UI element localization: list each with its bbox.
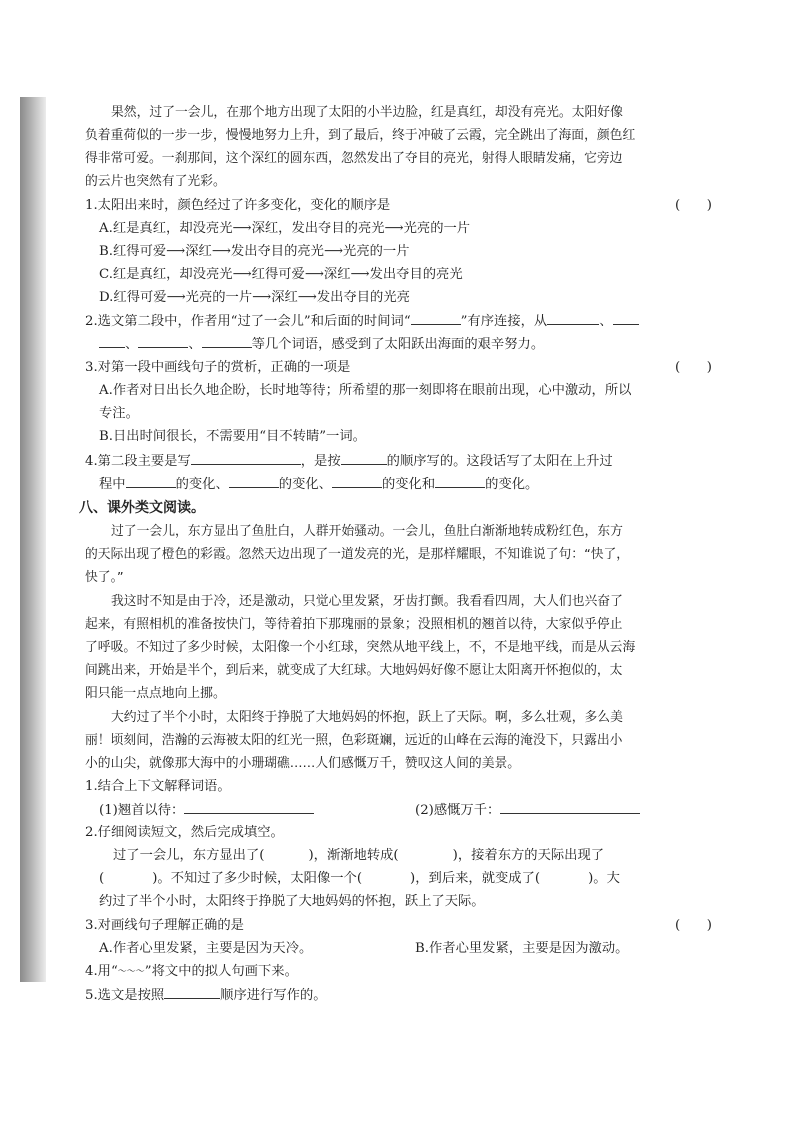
s8-q2-text-1c: )，接着东方的天际出现了 (452, 848, 605, 863)
passage2-line-9: 大约过了半个小时，太阳终于挣脱了大地妈妈的怀抱，跃上了天际。啊，多么壮观，多么美 (111, 710, 623, 725)
s8-q2-text-1b: )，渐渐地转成( (308, 848, 399, 863)
s8-q1-blank-1[interactable] (184, 799, 314, 814)
passage2-line-7: 间跳出来，开始是半个，到后来，就变成了大红球。大地妈妈好像不愿让太阳离开怀抱似的，太 (85, 663, 623, 678)
q4-blank-1[interactable] (191, 450, 301, 465)
passage2-line-6: 了呼吸。不知过了多少时候，太阳像一个小红球，突然从地平线上，不，不是地平线，而是从云海 (85, 640, 636, 655)
s8-q5-blank[interactable] (164, 984, 220, 999)
s8-q5 (85, 984, 720, 1006)
passage1-line-4: 的云片也突然有了光彩。 (85, 174, 226, 189)
q2-text-e: 、 (188, 337, 202, 352)
q4-text-h: 的变化。 (485, 477, 539, 492)
q2-blank-1[interactable] (411, 310, 461, 325)
passage2-line-10: 丽！顷刻间，浩瀚的云海被太阳的红光一照，色彩斑斓，远近的山峰在云海的淹没下，只露出小 (85, 733, 623, 748)
q4-blank-5[interactable] (332, 473, 382, 488)
s8-q3-options (99, 938, 734, 960)
q1-stem-text: 1.太阳出来时，颜色经过了许多变化，变化的顺序是 (85, 198, 391, 213)
q2-line-2 (99, 333, 734, 355)
q4-text-a: 4.第二段主要是写 (85, 454, 191, 469)
q3-stem-text: 3.对第一段中画线句子的赏析，正确的一项是 (85, 360, 351, 375)
s8-q5-text-a: 5.选文是按照 (85, 988, 165, 1003)
q2-text-f: 等几个词语，感受到了太阳跃出海面的艰辛努力。 (251, 337, 545, 352)
s8-q3-stem-text: 3.对画线句子理解正确的是 (85, 918, 244, 933)
q4-blank-2[interactable] (341, 450, 387, 465)
q2-blank-5[interactable] (138, 333, 188, 348)
q4-text-g: 的变化和 (381, 477, 436, 492)
q1-stem (85, 195, 720, 217)
s8-q4-text-a: 4.用“ (85, 964, 118, 979)
q3-option-a-line-2: 专注。 (99, 406, 139, 421)
s8-q1-blank-2[interactable] (500, 799, 640, 814)
q2-blank-6[interactable] (202, 333, 252, 348)
q2-blank-3[interactable] (613, 310, 639, 325)
q3-option-b[interactable]: B.日出时间很长，不需要用“目不转睛”一词。 (99, 429, 366, 444)
q2-line-1 (85, 310, 720, 332)
q4-text-c: 的顺序写的。这段话写了太阳在上升过 (386, 454, 613, 469)
passage2-line-3: 快了。” (85, 570, 124, 585)
q1-option-a[interactable]: A.红是真红，却没亮光⟶深红，发出夺目的亮光⟶光亮的一片 (99, 221, 471, 236)
section-8-title: 八、课外类文阅读。 (79, 500, 205, 516)
q4-text-e: 的变化、 (175, 477, 229, 492)
s8-q2-line-2 (99, 868, 734, 890)
s8-q2-text-2b: )。不知过了多少时候，太阳像一个( (152, 871, 363, 886)
q4-text-f: 的变化、 (278, 477, 332, 492)
passage2-line-11: 小的山尖，就像那大海中的小珊瑚礁……人们感慨万千，赞叹这人间的美景。 (85, 756, 521, 771)
s8-q2-text-2a: ( (99, 871, 105, 886)
passage1-line-3: 得非常可爱。一刹那间，这个深红的圆东西，忽然发出了夺目的亮光，射得人眼睛发痛，它旁边 (85, 151, 623, 166)
s8-q2-text-2c: )，到后来，就变成了( (410, 871, 541, 886)
q3-answer-paren[interactable]: ( ) (675, 360, 712, 375)
s8-q1-item-2-wrap (415, 799, 640, 822)
q2-blank-4[interactable] (99, 333, 125, 348)
s8-q3-option-b[interactable]: B.作者心里发紧，主要是因为激动。 (415, 941, 629, 956)
q4-blank-6[interactable] (435, 473, 485, 488)
q3-stem (85, 357, 720, 379)
q2-blank-2[interactable] (547, 310, 599, 325)
s8-q3-answer-paren[interactable]: ( ) (675, 918, 712, 933)
s8-q2-line-1 (113, 845, 720, 867)
passage2-line-4: 我这时不知是由于冷，还是激动，只觉心里发紧，牙齿打颤。我看看四周，大人们也兴奋了 (111, 594, 623, 609)
q4-blank-4[interactable] (229, 473, 279, 488)
passage2-line-8: 阳只能一点点地向上挪。 (85, 686, 226, 701)
q1-answer-paren[interactable]: ( ) (675, 198, 712, 213)
passage2-line-1: 过了一会儿，东方显出了鱼肚白，人群开始骚动。一会儿，鱼肚白渐渐地转成粉红色，东方 (111, 524, 623, 539)
wavy-line-mark: ～～～ (117, 967, 145, 977)
s8-q1-item-2: (2)感慨万千： (415, 803, 501, 818)
q1-option-c[interactable]: C.红是真红，却没亮光⟶红得可爱⟶深红⟶发出夺目的亮光 (99, 267, 463, 282)
q3-option-a-line-1[interactable]: A.作者对日出长久地企盼，长时地等待；所希望的那一刻即将在眼前出现，心中激动，所以 (99, 383, 632, 398)
s8-q3-option-a[interactable]: A.作者心里发紧，主要是因为天冷。 (99, 941, 313, 956)
s8-q2-text-1a: 过了一会儿，东方显出了( (113, 848, 265, 863)
s8-q1-items (99, 799, 734, 821)
page-edge-shadow (20, 97, 46, 982)
s8-q3-stem (85, 915, 720, 937)
s8-q2-stem: 2.仔细阅读短文，然后完成填空。 (85, 825, 284, 840)
q2-text-c: 、 (599, 314, 613, 329)
q4-line-1 (85, 450, 720, 472)
q2-text-d: 、 (125, 337, 139, 352)
passage2-line-2: 的天际出现了橙色的彩霞。忽然天边出现了一道发亮的光，是那样耀眼，不知谁说了句：“快了， (85, 547, 630, 562)
q4-blank-3[interactable] (126, 473, 176, 488)
s8-q2-line-3: 约过了半个小时，太阳终于挣脱了大地妈妈的怀抱，跃上了天际。 (99, 894, 485, 909)
s8-q5-text-b: 顺序进行写作的。 (220, 988, 327, 1003)
q4-text-b: ，是按 (300, 454, 341, 469)
q1-option-d[interactable]: D.红得可爱⟶光亮的一片⟶深红⟶发出夺目的光亮 (99, 290, 410, 305)
s8-q4-text-b: ”将文中的拟人句画下来。 (144, 964, 298, 979)
q1-option-b[interactable]: B.红得可爱⟶深红⟶发出夺目的亮光⟶光亮的一片 (99, 244, 410, 259)
s8-q4 (85, 961, 720, 983)
q4-text-d: 程中 (99, 477, 126, 492)
s8-q1-item-1: (1)翘首以待： (99, 803, 185, 818)
s8-q1-stem: 1.结合上下文解释词语。 (85, 779, 231, 794)
passage1-line-2: 负着重荷似的一步一步，慢慢地努力上升，到了最后，终于冲破了云霞，完全跳出了海面，颜色红 (85, 128, 636, 143)
q2-text-a: 2.选文第二段中，作者用“过了一会儿”和后面的时间词“ (85, 314, 411, 329)
passage1-line-1: 果然，过了一会儿，在那个地方出现了太阳的小半边脸，红是真红，却没有亮光。太阳好像 (111, 105, 623, 120)
s8-q2-text-2d: )。大 (588, 871, 620, 886)
q2-text-b: ”有序连接，从 (460, 314, 548, 329)
passage2-line-5: 起来，有照相机的准备按快门，等待着拍下那瑰丽的景象；没照相机的翘首以待，大家似乎停止 (85, 617, 623, 632)
q4-line-2 (99, 473, 734, 495)
